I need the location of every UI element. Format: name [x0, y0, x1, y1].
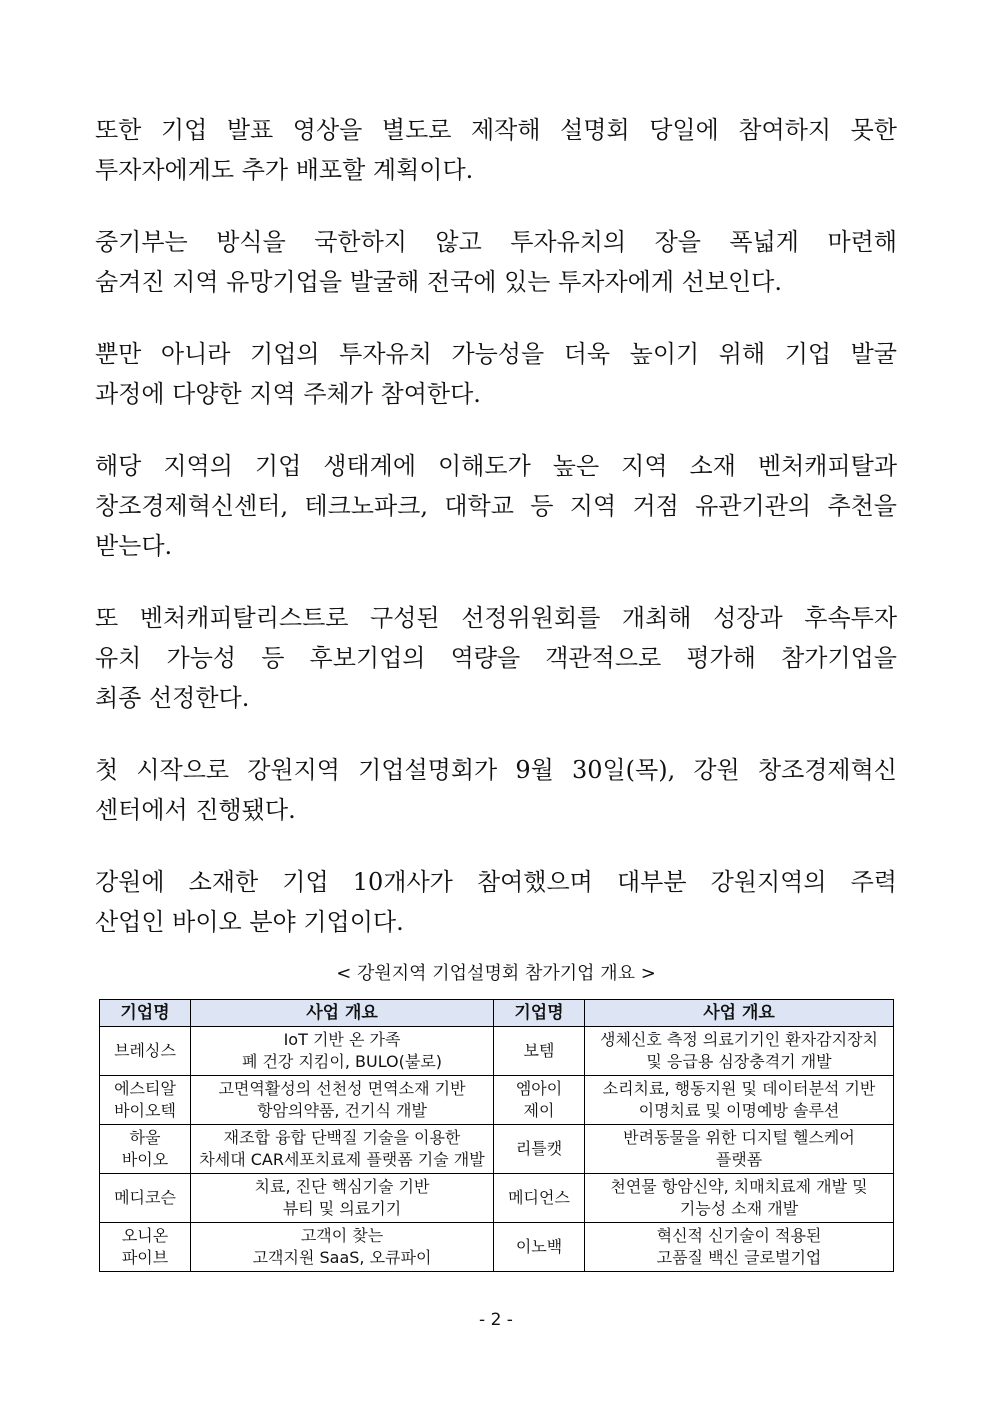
column-header-company: 기업명	[100, 1000, 191, 1027]
company-name: 바이오	[121, 1150, 169, 1169]
overview-line: 생체신호 측정 의료기기인 환자감지장치	[599, 1030, 878, 1049]
companies-table	[99, 999, 894, 1272]
body-paragraph	[95, 110, 897, 190]
body-paragraph	[95, 862, 897, 942]
table-header-row	[100, 1000, 894, 1027]
company-name: 메디코슨	[114, 1188, 176, 1207]
business-overview-cell	[585, 1076, 894, 1125]
overview-line: 반려동물을 위한 디지털 헬스케어	[623, 1128, 855, 1147]
company-name: 제이	[523, 1101, 555, 1120]
company-name-cell	[494, 1125, 585, 1174]
text-line: 최종 선정한다.	[95, 684, 250, 712]
table-caption: < 강원지역 기업설명회 참가기업 개요 >	[336, 963, 656, 984]
business-overview-cell	[191, 1125, 494, 1174]
text-line: 뿐만 아니라 기업의 투자유치 가능성을 더욱 높이기 위해 기업 발굴	[95, 340, 897, 368]
overview-line: 차세대 CAR세포치료제 플랫폼 기술 개발	[199, 1150, 485, 1169]
company-name-cell	[494, 1027, 585, 1076]
company-name-cell	[494, 1076, 585, 1125]
business-overview-cell	[191, 1223, 494, 1272]
overview-line: 고면역활성의 선천성 면역소재 기반	[218, 1079, 466, 1098]
overview-line: 고객이 찾는	[300, 1226, 384, 1245]
text-line: 과정에 다양한 지역 주체가 참여한다.	[95, 380, 481, 408]
page-number: - 2 -	[479, 1310, 513, 1330]
company-name: 엠아이	[515, 1079, 563, 1098]
text-line: 중기부는 방식을 국한하지 않고 투자유치의 장을 폭넓게 마련해	[95, 228, 897, 256]
company-name: 에스티알	[114, 1079, 176, 1098]
text-line: 또한 기업 발표 영상을 별도로 제작해 설명회 당일에 참여하지 못한	[95, 116, 897, 144]
overview-line: 항암의약품, 건기식 개발	[257, 1101, 427, 1120]
text-line: 숨겨진 지역 유망기업을 발굴해 전국에 있는 투자자에게 선보인다.	[95, 268, 782, 296]
overview-line: 플랫폼	[715, 1150, 763, 1169]
text-line: 투자자에게도 추가 배포할 계획이다.	[95, 156, 474, 184]
text-line: 산업인 바이오 분야 기업이다.	[95, 908, 404, 936]
business-overview-cell	[191, 1027, 494, 1076]
text-line: 받는다.	[95, 532, 173, 560]
overview-line: 고객지원 SaaS, 오큐파이	[252, 1248, 432, 1267]
company-name-cell	[100, 1125, 191, 1174]
body-paragraph	[95, 598, 897, 718]
body-paragraph	[95, 222, 897, 302]
overview-line: IoT 기반 온 가족	[283, 1030, 401, 1049]
company-name: 보템	[523, 1041, 555, 1060]
table-row	[100, 1125, 894, 1174]
overview-line: 이명치료 및 이명예방 솔루션	[638, 1101, 840, 1120]
company-name-cell	[494, 1223, 585, 1272]
table-row	[100, 1027, 894, 1076]
column-header-company: 기업명	[494, 1000, 585, 1027]
overview-line: 뷰티 및 의료기기	[282, 1199, 402, 1218]
text-line: 유치 가능성 등 후보기업의 역량을 객관적으로 평가해 참가기업을	[95, 644, 897, 672]
text-line: 해당 지역의 기업 생태계에 이해도가 높은 지역 소재 벤처캐피탈과	[95, 452, 897, 480]
overview-line: 혁신적 신기술이 적용된	[656, 1226, 822, 1245]
text-line: 창조경제혁신센터, 테크노파크, 대학교 등 지역 거점 유관기관의 추천을	[95, 492, 897, 520]
company-name-cell	[100, 1027, 191, 1076]
business-overview-cell	[585, 1125, 894, 1174]
table-row	[100, 1223, 894, 1272]
body-paragraph	[95, 750, 897, 830]
overview-line: 치료, 진단 핵심기술 기반	[254, 1177, 430, 1196]
body-paragraph	[95, 446, 897, 566]
overview-line: 기능성 소재 개발	[679, 1199, 799, 1218]
company-name-cell	[100, 1076, 191, 1125]
company-name: 파이브	[121, 1248, 169, 1267]
business-overview-cell	[585, 1027, 894, 1076]
company-name: 브레싱스	[114, 1041, 176, 1060]
business-overview-cell	[191, 1174, 494, 1223]
business-overview-cell	[191, 1076, 494, 1125]
business-overview-cell	[585, 1223, 894, 1272]
text-line: 첫 시작으로 강원지역 기업설명회가 9월 30일(목), 강원 창조경제혁신	[95, 756, 897, 784]
table-row	[100, 1174, 894, 1223]
column-header-overview: 사업 개요	[191, 1000, 494, 1027]
overview-line: 소리치료, 행동지원 및 데이터분석 기반	[602, 1079, 876, 1098]
company-name: 이노백	[515, 1237, 563, 1256]
column-header-overview: 사업 개요	[585, 1000, 894, 1027]
text-line: 또 벤처캐피탈리스트로 구성된 선정위원회를 개최해 성장과 후속투자	[95, 604, 897, 632]
table-row	[100, 1076, 894, 1125]
body-paragraph	[95, 334, 897, 414]
company-name-cell	[100, 1174, 191, 1223]
overview-line: 폐 건강 지킴이, BULO(불로)	[241, 1052, 443, 1071]
company-name-cell	[100, 1223, 191, 1272]
business-overview-cell	[585, 1174, 894, 1223]
text-line: 강원에 소재한 기업 10개사가 참여했으며 대부분 강원지역의 주력	[95, 868, 897, 896]
company-name: 메디언스	[508, 1188, 570, 1207]
overview-line: 및 응급용 심장충격기 개발	[646, 1052, 832, 1071]
overview-line: 재조합 융합 단백질 기술을 이용한	[223, 1128, 461, 1147]
overview-line: 고품질 백신 글로벌기업	[656, 1248, 822, 1267]
company-name: 리틀캣	[515, 1139, 563, 1158]
overview-line: 천연물 항암신약, 치매치료제 개발 및	[610, 1177, 868, 1196]
company-name: 하울	[129, 1128, 161, 1147]
company-name-cell	[494, 1174, 585, 1223]
company-name: 오니온	[121, 1226, 169, 1245]
text-line: 센터에서 진행됐다.	[95, 796, 296, 824]
company-name: 바이오텍	[114, 1101, 176, 1120]
